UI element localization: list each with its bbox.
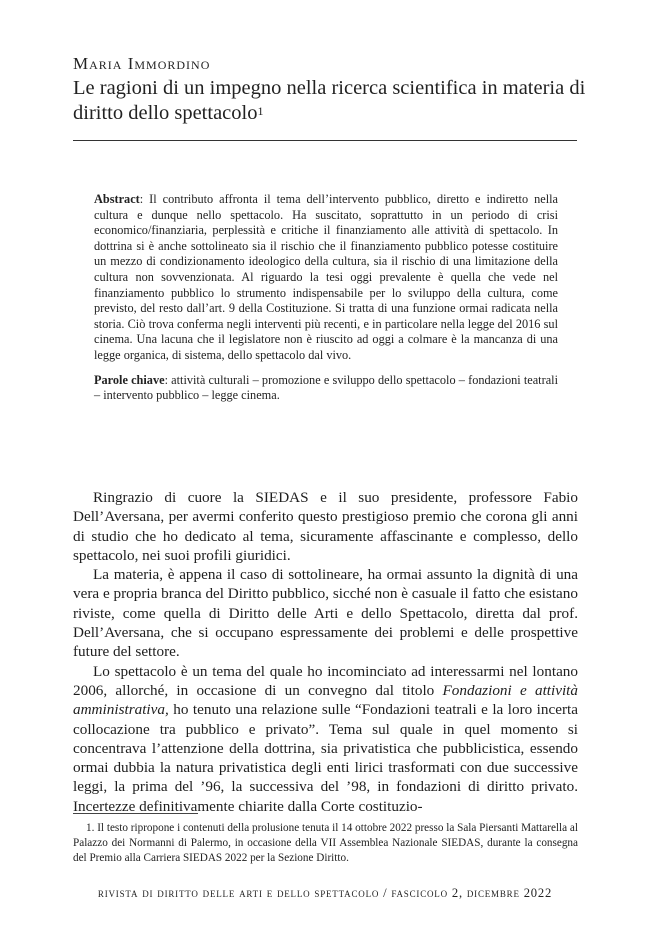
footnote-1: 1. Il testo ripropone i contenuti della prolusione tenuta il 14 ottobre 2022 presso la Sala Piersanti Mattarella al Palazzo dei Normanni di Palermo, in occasione della VII Assemblea Nazionale SIEDAS, durante la consegna del Premio alla Carriera SIEDAS 2022 per la Sezione Diritto. <box>73 822 578 864</box>
article-title <box>73 76 603 126</box>
body-paragraph-2: La materia, è appena il caso di sottolineare, ha ormai assunto la dignità di una vera e propria branca del Diritto pubblico, sicché non è casuale il fatto che esistano riviste, come quella di Diritto delle Arti e dello Spettacolo, diretta dal prof. Dell’Aversana, che si occupano espressamente dei problemi e delle prospettive future del settore. <box>73 566 578 661</box>
running-footer: rivista di diritto delle arti e dello spettacolo / fascicolo 2, dicembre 2022 <box>97 886 553 900</box>
abstract-paragraph <box>94 192 558 364</box>
footnote-block <box>73 821 578 865</box>
abstract-label: Abstract <box>94 192 140 206</box>
title-footnote-marker[interactable]: 1 <box>257 104 264 118</box>
keywords-label: Parole chiave <box>94 372 165 387</box>
body-paragraph-3-start: Lo spettacolo è un tema del quale ho incominciato ad interessarmi nel lontano 2006, allorché, in occasione di un convegno dal titolo <box>73 662 578 699</box>
author-name: Maria Immordino <box>73 54 211 73</box>
article-title-text: Le ragioni di un impegno nella ricerca scientifica in materia di diritto dello spettacolo <box>73 77 586 124</box>
body-text <box>73 488 578 816</box>
body-paragraph-3-end: ho tenuto una relazione sulle “Fondazioni teatrali e la loro incerta collocazione tra pubblico e privato”. Tema sul quale in quel momento si concentrava l’attenzione della dottrina, sia privatistica che pubblicistica, essendo ormai dubbia la natura privatistica degli enti lirici trasformati con due successive leggi, la prima del ’96, la successiva del ’98, in fondazioni di diritto privato. Incertezze definitivamente chiarite dalla Corte costituzio- <box>73 701 578 815</box>
body-paragraph-3 <box>73 662 578 816</box>
keywords-paragraph <box>94 373 558 404</box>
title-divider <box>73 140 577 141</box>
abstract-block <box>94 192 558 404</box>
body-paragraph-1: Ringrazio di cuore la SIEDAS e il suo presidente, professore Fabio Dell’Aversana, per avermi conferito questo prestigioso premio che corona gli anni di studio che ho dedicato al tema, sicuramente affascinante e complesso, dello spettacolo, nei suoi profili giuridici. <box>73 489 578 564</box>
footnote-divider <box>73 813 198 814</box>
conference-title-italic: Fondazioni e attività amministrativa, <box>73 681 578 719</box>
keywords-text: : attività culturali – promozione e sviluppo dello spettacolo – fondazioni teatrali – intervento pubblico – legge cinema. <box>94 372 558 403</box>
abstract-text: : Il contributo affronta il tema dell’intervento pubblico, diretto e indiretto nella cultura e dunque nello spettacolo. Ha suscitato, soprattutto in un periodo di crisi economico/finanziaria, perplessità e critiche il finanziamento alle attività di spettacolo. In dottrina si è anche sottolineato sia il rischio che il finanziamento pubblico potesse costituire un mezzo di condizionamento ideologico della cultura, sia il rischio di una limitazione della cultura non sovvenzionata. Al riguardo la tesi oggi prevalente è quella che vede nel finanziamento pubblico lo strumento indispensabile per lo sviluppo della cultura, come previsto, del resto dall’art. 9 della Costituzione. Si tratta di una funzione ormai radicata nella storia. Ciò trova conferma negli interventi più recenti, e in particolare nella legge del 2016 sul cinema. Una lacuna che il legislatore non è riuscito ad oggi a colmare è la mancanza di una legge organica, di sistema, dello spettacolo dal vivo. <box>94 192 558 362</box>
